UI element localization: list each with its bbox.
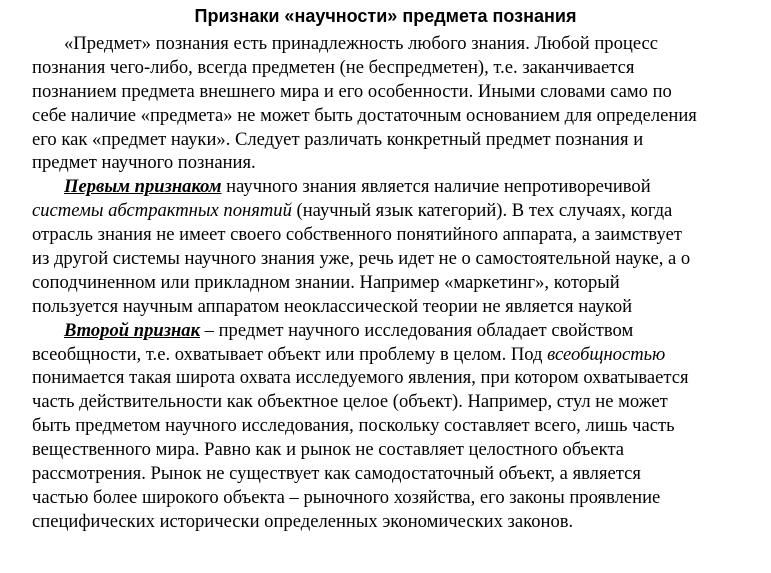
- emphasized-term: Второй признак: [64, 319, 201, 341]
- text-line: [32, 462, 771, 486]
- text-line: [32, 366, 771, 390]
- text-line: [32, 151, 771, 175]
- text-line: [32, 247, 771, 271]
- text-segment: пользуется научным аппаратом неоклассической теории не является наукой: [32, 295, 633, 317]
- text-line: [32, 199, 771, 223]
- text-segment: часть действительности как объектное целое (объект). Например, стул не может: [32, 391, 668, 413]
- text-line: [32, 438, 771, 462]
- text-segment: вещественного мира. Равно как и рынок не составляет целостного объекта: [32, 439, 625, 461]
- text-line: [32, 295, 771, 319]
- text-line: [32, 223, 771, 247]
- text-segment: соподчиненном или прикладном знании. Например «маркетинг», который: [32, 271, 620, 293]
- text-segment: – предмет научного исследования обладает свойством: [200, 319, 634, 341]
- text-line: [32, 414, 771, 438]
- text-segment: всеобщности, т.е. охватывает объект или проблему в целом. Под: [32, 343, 548, 365]
- text-segment: из другой системы научного знания уже, речь идет не о самостоятельной науке, а о: [32, 248, 691, 270]
- text-segment: научного знания является наличие непротиворечивой: [221, 176, 651, 198]
- body-text: [32, 32, 771, 534]
- text-line: [32, 343, 771, 367]
- text-segment: «Предмет» познания есть принадлежность любого знания. Любой процесс: [64, 33, 659, 54]
- text-line: [32, 175, 771, 199]
- text-segment: понимается такая широта охвата исследуемого явления, при котором охватывается: [32, 367, 689, 389]
- italic-term: системы абстрактных понятий: [32, 200, 292, 222]
- text-line: [32, 32, 771, 56]
- text-line: [32, 390, 771, 414]
- text-segment: специфических исторически определенных экономических законов.: [32, 510, 574, 532]
- text-line: [32, 486, 771, 510]
- text-segment: быть предметом научного исследования, поскольку составляет всего, лишь часть: [32, 415, 675, 437]
- text-segment: познания чего-либо, всегда предметен (не беспредметен), т.е. заканчивается: [32, 56, 635, 78]
- text-segment: его как «предмет науки». Следует различать конкретный предмет познания и: [32, 128, 644, 150]
- emphasized-term: Первым признаком: [64, 176, 222, 198]
- text-line: [32, 104, 771, 128]
- text-segment: частью более широкого объекта – рыночного хозяйства, его законы проявление: [32, 486, 661, 508]
- text-line: [32, 510, 771, 534]
- text-segment: предмет научного познания.: [32, 152, 256, 174]
- text-segment: рассмотрения. Рынок не существует как самодостаточный объект, а является: [32, 463, 641, 485]
- text-segment: познанием предмета внешнего мира и его особенности. Иными словами само по: [32, 80, 672, 102]
- text-segment: себе наличие «предмета» не может быть достаточным основанием для определения: [32, 104, 697, 126]
- text-line: [32, 271, 771, 295]
- text-line: [32, 80, 771, 104]
- text-segment: отрасль знания не имеет своего собственного понятийного аппарата, а заимствует: [32, 224, 682, 246]
- text-line: [32, 128, 771, 152]
- text-segment: (научный язык категорий). В тех случаях, когда: [291, 200, 673, 222]
- text-line: [32, 56, 771, 80]
- text-line: [32, 319, 771, 343]
- page-title: Признаки «научности» предмета познания: [194, 6, 577, 26]
- italic-term: всеобщностью: [547, 343, 666, 365]
